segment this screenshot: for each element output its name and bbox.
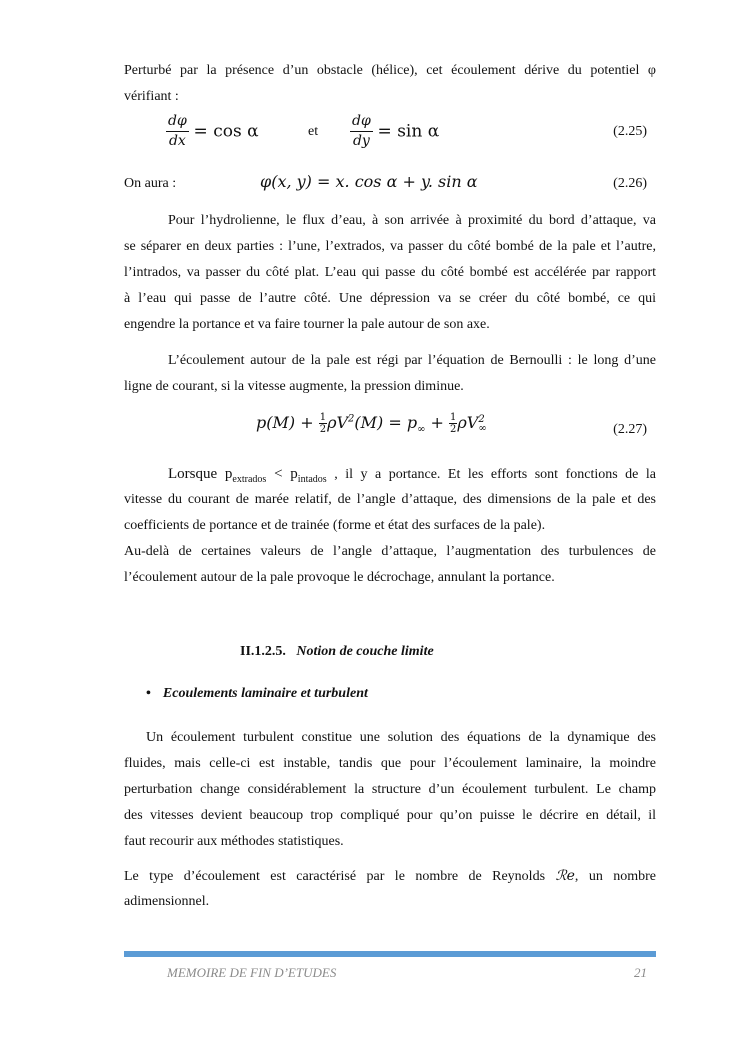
fraction: $\frac{1}{2}$ bbox=[319, 412, 327, 435]
equation-2-26: φ(x, y) = x. cos α + y. sin α bbox=[260, 172, 478, 191]
paragraph-reynolds bbox=[124, 863, 656, 915]
text-line: faut recourir aux méthodes statistiques. bbox=[124, 834, 344, 849]
paragraph-portance bbox=[124, 461, 656, 591]
text-line: coefficients de portance et de trainée (forme et état des surfaces de la pale). bbox=[124, 518, 546, 533]
text-line: l’intrados, va passer du côté plat. L’eau qui passe du côté bombé est accélérée par rapport bbox=[124, 265, 656, 280]
text-line: Lorsque $p_{extrados} < p_{intados}$ , il y a portance. Et les efforts sont fonctions de la bbox=[168, 466, 656, 485]
paragraph-potential bbox=[124, 58, 656, 110]
text-line: à l’eau qui passe de l’autre côté. Une dépression va se créer du côté bombé, ce qui bbox=[124, 291, 656, 306]
text-line: Le type d’écoulement est caractérisé par le nombre de Reynolds ℛe, un nombre bbox=[124, 868, 656, 884]
text-line: se séparer en deux parties : l’une, l’extrados, va passer du côté bombé de la pale et l’autre, bbox=[124, 239, 656, 254]
page-number: 21 bbox=[634, 965, 647, 980]
fraction: $\frac{1}{2}$ bbox=[450, 412, 457, 435]
text-line: l’écoulement autour de la pale provoque le décrochage, annulant la portance. bbox=[124, 570, 555, 585]
bullet-icon: • bbox=[146, 686, 151, 701]
equation-lead-text: On aura : bbox=[124, 176, 177, 191]
equation-2-25-right: $\frac{d\varphi}{dy}$ = sin α bbox=[352, 113, 440, 149]
text-line: fluides, mais celle-ci est instable, tandis que pour l’écoulement laminaire, la moindre bbox=[124, 756, 656, 771]
footer-title: MEMOIRE DE FIN D’ETUDES bbox=[167, 965, 337, 980]
text-line: L’écoulement autour de la pale est régi par l’équation de Bernoulli : le long d’une bbox=[168, 353, 656, 368]
text-line: adimensionnel. bbox=[124, 894, 210, 909]
fraction: $\frac{d\varphi}{dy}$ bbox=[352, 113, 371, 149]
equation-conjunction: et bbox=[308, 124, 319, 139]
equation-number: (2.25) bbox=[613, 124, 647, 139]
fraction: $\frac{d\varphi}{dx}$ bbox=[168, 113, 187, 149]
text-line: vitesse du courant de marée relatif, de l’angle d’attaque, des dimensions de la pale et des bbox=[124, 492, 656, 507]
text-line: Au-delà de certaines valeurs de l’angle d’attaque, l’augmentation des turbulences de bbox=[124, 544, 656, 559]
text-line: des vitesses devient beaucoup trop compliqué pour qu’on puisse le décrire en détail, il bbox=[124, 808, 656, 823]
section-heading: II.1.2.5. Notion de couche limite bbox=[240, 644, 434, 659]
paragraph-bernoulli bbox=[124, 348, 656, 400]
bullet-item: • Ecoulements laminaire et turbulent bbox=[146, 686, 368, 701]
equation-number: (2.26) bbox=[613, 176, 647, 191]
footer-rule bbox=[124, 951, 656, 957]
paragraph-turbulent bbox=[124, 725, 656, 855]
text-line: vérifiant : bbox=[124, 89, 179, 104]
text-line: engendre la portance et va faire tourner la pale autour de son axe. bbox=[124, 317, 490, 332]
text-line: Pour l’hydrolienne, le flux d’eau, à son arrivée à proximité du bord d’attaque, va bbox=[168, 213, 656, 228]
equation-2-25-left: $\frac{d\varphi}{dx}$ = cos α bbox=[168, 113, 259, 149]
text-line: ligne de courant, si la vitesse augmente, la pression diminue. bbox=[124, 379, 464, 394]
text-line: perturbation change considérablement la structure d’un écoulement turbulent. Le champ bbox=[124, 782, 656, 797]
equation-number: (2.27) bbox=[613, 422, 647, 437]
text-line: Un écoulement turbulent constitue une solution des équations de la dynamique des bbox=[146, 730, 656, 745]
paragraph-hydrolienne bbox=[124, 208, 656, 338]
equation-2-27: p(M) + $\frac{1}{2}$ $\rho V^2(M) = p_\infty$ + $\frac{1}{2}$ ρV 2 ∞ bbox=[256, 412, 487, 436]
text-line: Perturbé par la présence d’un obstacle (hélice), cet écoulement dérive du potentiel φ bbox=[124, 63, 656, 78]
